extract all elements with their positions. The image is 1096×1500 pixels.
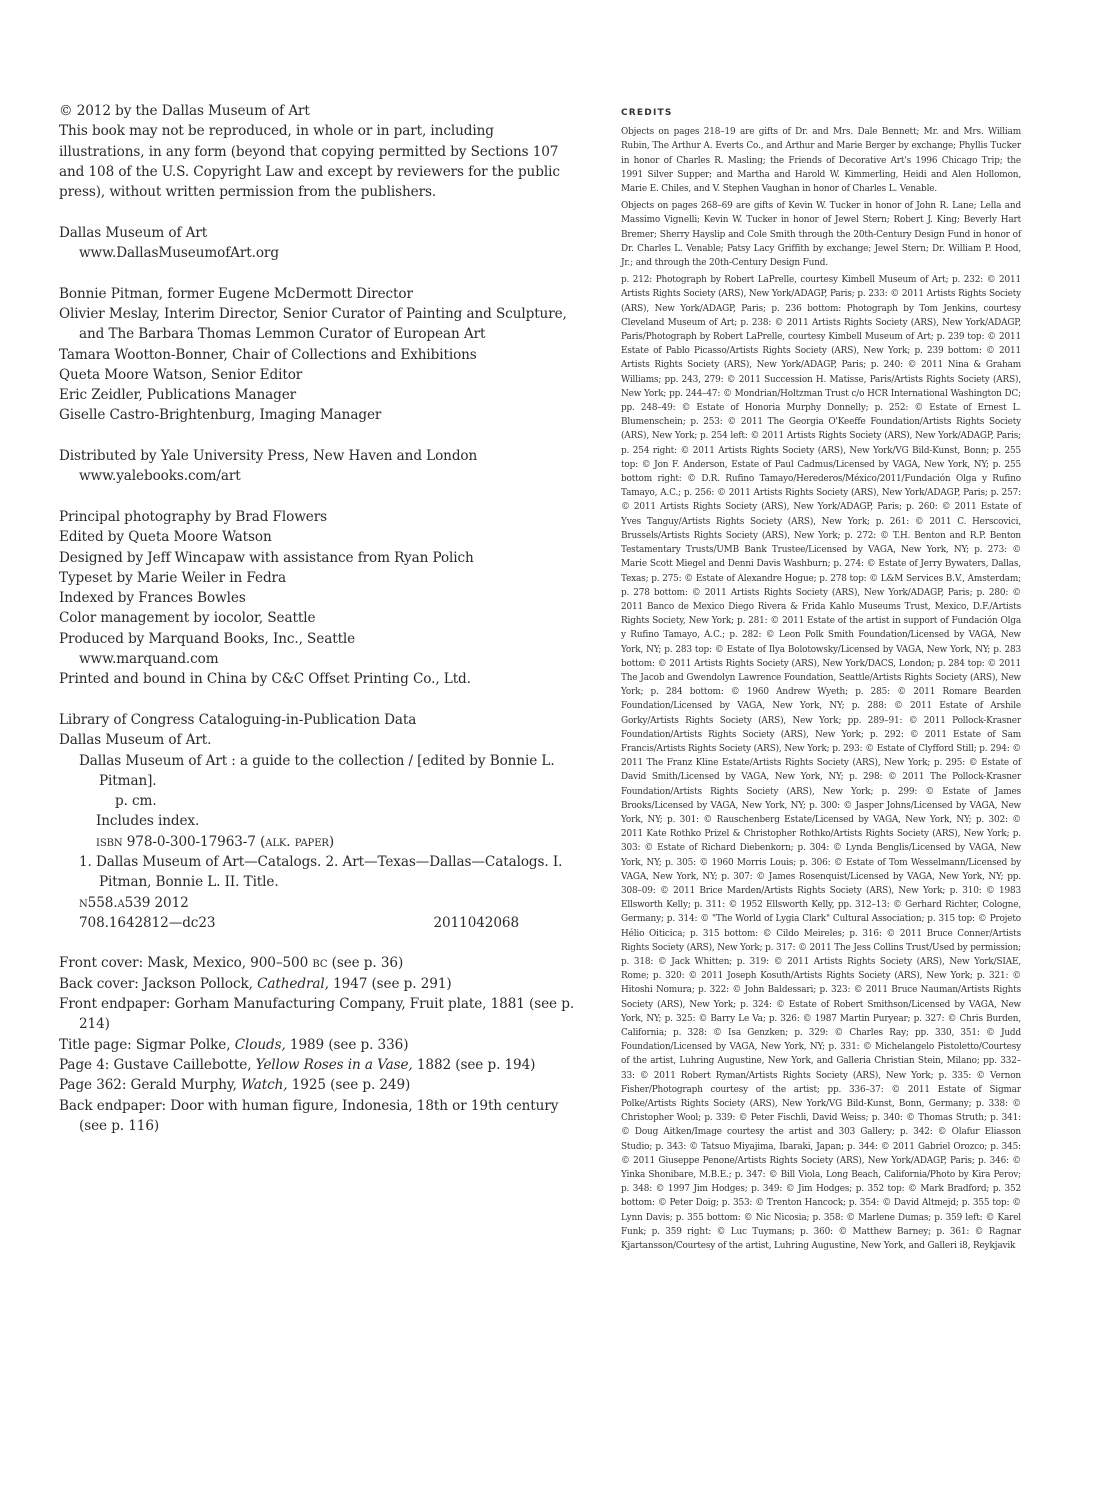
cip-pcm: p. cm. <box>115 793 157 810</box>
printer-line: Printed and bound in China by C&C Offset Printing Co., Ltd. <box>59 671 471 688</box>
cover-credit-line: Back endpaper: Door with human figure, Indonesia, 18th or 19th century (see p. 116) <box>59 1097 559 1134</box>
credits-heading: CREDITS <box>621 108 673 118</box>
production-line: Indexed by Frances Bowles <box>59 590 246 607</box>
credits-paragraph: Objects on pages 218–19 are gifts of Dr. and Mrs. Dale Bennett; Mr. and Mrs. William Rubin, The Arthur A. Everts Co., and Arthur and Marie Berger by exchange; Phyllis Tucker in honor of Charles R. Masling; the Friends of Decorative Art's 1996 Chicago Trip; the 1991 Silver Supper; and Martha and Harold W. Kimmerling, Heidi and Alen Hollomon, Marie E. Chiles, and V. Stephen Vaughan in honor of Charles L. Venable. <box>621 127 1021 195</box>
cover-credit-line: Page 362: Gerald Murphy, Watch, 1925 (see p. 249) <box>59 1077 411 1094</box>
museum-url: www.DallasMuseumofArt.org <box>79 245 279 262</box>
cip-dewey: 708.1642812—dc23 <box>79 914 216 931</box>
cover-credit-line: Back cover: Jackson Pollock, Cathedral, 1947 (see p. 291) <box>59 975 452 992</box>
production-line: Produced by Marquand Books, Inc., Seattle <box>59 630 356 647</box>
cip-subjects: 1. Dallas Museum of Art—Catalogs. 2. Art—Texas—Dallas—Catalogs. I. Pitman, Bonnie L. II. Title. <box>79 853 563 891</box>
museum-block <box>59 223 579 264</box>
colophon-column <box>59 101 579 1136</box>
copyright-line: © 2012 by the Dallas Museum of Art <box>59 103 310 119</box>
production-line: Edited by Queta Moore Watson <box>59 529 272 546</box>
production-line: Color management by iocolor, Seattle <box>59 610 316 627</box>
staff-line: Giselle Castro-Brightenburg, Imaging Manager <box>59 407 382 424</box>
production-block <box>59 507 579 690</box>
cover-credit-line: Page 4: Gustave Caillebotte, Yellow Roses in a Vase, 1882 (see p. 194) <box>59 1056 536 1073</box>
cip-call-number: n558.a539 2012 <box>79 894 189 911</box>
credits-paragraph: Objects on pages 268–69 are gifts of Kevin W. Tucker in honor of John R. Lane; Lella and Massimo Vignelli; Kevin W. Tucker in honor of Jewel Stern; Robert J. King; Beverly Hart Bremer; Sherry Hayslip and Cole Smith through the 20th-Century Design Fund in honor of Dr. Charles L. Venable; Patsy Lacy Griffith by exchange; Jewel Stern; Dr. William P. Hood, Jr.; and through the 20th-Century Design Fund. <box>621 201 1021 269</box>
cip-lccn: 2011042068 <box>433 914 519 931</box>
copyright-block <box>59 101 579 202</box>
cip-isbn: isbn 978-0-300-17963-7 (alk. paper) <box>96 833 335 850</box>
distributor-line: Distributed by Yale University Press, New Haven and London <box>59 448 478 465</box>
credits-paragraph: p. 212: Photograph by Robert LaPrelle, courtesy Kimbell Museum of Art; p. 232: © 2011 Artists Rights Society (ARS), New York/ADAGP, Paris; p. 233: © 2011 Artists Rights Society (ARS), New York/ADAGP, Paris; p. 236 bottom: Photograph by Tom Jenkins, courtesy Cleveland Museum of Art; p. 238: © 2011 Artists Rights Society (ARS), New York/ADAGP, Paris/Photograph by Robert LaPrelle, courtesy Kimbell Museum of Art; p. 239 top: © 2011 Estate of Pablo Picasso/Artists Rights Society (ARS), New York; p. 239 bottom: © 2011 Artists Rights Society (ARS), New York/ADAGP, Paris; p. 240: © 2011 Nina & Graham Williams; pp. 243, 279: © 2011 Succession H. Matisse, Paris/Artists Rights Society (ARS), New York; pp. 244–47: © Mondrian/Holtzman Trust c/o HCR International Washington DC; pp. 248–49: © Estate of Honoria Murphy Donnelly; p. 252: © Estate of Ernest L. Blumenschein; p. 253: © 2011 The Georgia O'Keeffe Foundation/Artists Rights Society (ARS), New York; p. 254 left: © 2011 Artists Rights Society (ARS), New York/ADAGP, Paris; p. 254 right: © 2011 Artists Rights Society (ARS), New York/VG Bild-Kunst, Bonn; p. 255 top: © Jon F. Anderson, Estate of Paul Cadmus/Licensed by VAGA, New York, NY; p. 255 bottom right: © D.R. Rufino Tamayo/Herederos/México/2011/Fundación Olga y Rufino Tamayo, A.C.; p. 256: © 2011 Artists Rights Society (ARS), New York/ADAGP, Paris; p. 257: © 2011 Artists Rights Society (ARS), New York/ADAGP, Paris; p. 260: © 2011 Estate of Yves Tanguy/Artists Rights Society (ARS), New York; p. 261: © 2011 C. Herscovici, Brussels/Artists Rights Society (ARS), New York; p. 272: © T.H. Benton and R.P. Benton Testamentary Trusts/UMB Bank Trustee/Licensed by VAGA, New York, NY; p. 273: © Marie Scott Miegel and Denni Davis Washburn; p. 274: © Estate of Jerry Bywaters, Dallas, Texas; p. 275: © Estate of Alexandre Hogue; p. 278 top: © L&M Services B.V., Amsterdam; p. 278 bottom: © 2011 Artists Rights Society (ARS), New York/ADAGP, Paris; p. 280: © 2011 Banco de Mexico Diego Rivera & Frida Kahlo Museums Trust, Mexico, D.F./Artists Rights Society, New York; p. 281: © 2011 Estate of the artist in support of Fundación Olga y Rufino Tamayo, A.C.; p. 282: © Leon Polk Smith Foundation/Licensed by VAGA, New York, NY; p. 283 top: © Estate of Ilya Bolotowsky/Licensed by VAGA, New York, NY; p. 283 bottom: © 2011 Artists Rights Society (ARS), New York/DACS, London; p. 284 top: © 2011 The Jacob and Gwendolyn Lawrence Foundation, Seattle/Artists Rights Society (ARS), New York; p. 284 bottom: © 1960 Andrew Wyeth; p. 285: © 2011 Romare Bearden Foundation/Licensed by VAGA, New York, NY; p. 288: © 2011 Estate of Arshile Gorky/Artists Rights Society (ARS), New York; pp. 289–91: © 2011 Pollock-Krasner Foundation/Artists Rights Society (ARS), New York; p. 292: © 2011 Estate of Sam Francis/Artists Rights Society (ARS), New York; p. 293: © Estate of Clyfford Still; p. 294: © 2011 The Franz Kline Estate/Artists Rights Society (ARS), New York; p. 295: © Estate of David Smith/Licensed by VAGA, New York, NY; p. 298: © 2011 The Pollock-Krasner Foundation/Artists Rights Society (ARS), New York; p. 299: © Estate of James Brooks/Licensed by VAGA, New York, NY; p. 300: © Jasper Johns/Licensed by VAGA, New York, NY; p. 301: © Rauschenberg Estate/Licensed by VAGA, New York, NY; p. 302: © 2011 Kate Rothko Prizel & Christopher Rothko/Artists Rights Society (ARS), New York; p. 303: © Estate of Richard Diebenkorn; p. 304: © Lynda Benglis/Licensed by VAGA, New York, NY; p. 305: © 1960 Morris Louis; p. 306: © Estate of Tom Wesselmann/Licensed by VAGA, New York, NY; p. 307: © James Rosenquist/Licensed by VAGA, New York, NY; pp. 308–09: © 2011 Brice Marden/Artists Rights Society (ARS), New York; p. 310: © 1983 Ellsworth Kelly; p. 311: © 1952 Ellsworth Kelly, pp. 312–13: © Gerhard Richter, Cologne, Germany; p. 314: © "The World of Lygia Clark" Cultural Association; p. 315 top: © Projeto Hélio Oiticica; p. 315 bottom: © Cildo Meireles; p. 316: © 2011 Bruce Conner/Artists Rights Society (ARS), New York; p. 317: © 2011 The Jess Collins Trust/Used by permission; p. 318: © Jack Whitten; p. 319: © 2011 Artists Rights Society (ARS), New York/SIAE, Rome; p. 320: © 2011 Joseph Kosuth/Artists Rights Society (ARS), New York; p. 321: © Hitoshi Nomura; p. 322: © John Baldessari; p. 323: © 2011 Bruce Nauman/Artists Rights Society (ARS), New York; p. 324: © Estate of Robert Smithson/Licensed by VAGA, New York, NY; p. 325: © Barry Le Va; p. 326: © 1987 Martin Puryear; p. 327: © Chris Burden, California; p. 328: © Isa Genzken; p. 329: © Charles Ray; pp. 330, 351: © Judd Foundation/Licensed by VAGA, New York, NY; p. 331: © Michelangelo Pistoletto/Courtesy of the artist, Luhring Augustine, New York, and Galleria Christian Stein, Milano; pp. 332–33: © 2011 Robert Ryman/Artists Rights Society (ARS), New York; p. 335: © Vernon Fisher/Photograph courtesy of the artist; pp. 336–37: © 2011 Estate of Sigmar Polke/Artists Rights Society (ARS), New York/VG Bild-Kunst, Bonn, Germany; p. 338: © Christopher Wool; p. 339: © Peter Fischli, David Weiss; p. 340: © Thomas Struth; p. 341: © Doug Aitken/Image courtesy the artist and 303 Gallery; p. 342: © Olafur Eliasson Studio; p. 343: © Tatsuo Miyajima, Ibaraki, Japan; p. 344: © 2011 Gabriel Orozco; p. 345: © 2011 Giuseppe Penone/Artists Rights Society (ARS), New York/ADAGP, Paris; p. 346: © Yinka Shonibare, M.B.E.; p. 347: © Bill Viola, Long Beach, California/Photo by Kira Perov; p. 348: © 1997 Jim Hodges; p. 349: © Jim Hodges; p. 352 top: © Mark Bradford; p. 352 bottom: © Peter Doig; p. 353: © Trenton Hancock; p. 354: © David Altmejd; p. 355 top: © Lynn Davis; p. 355 bottom: © Nic Nicosia; p. 358: © Marlene Dumas; p. 359 left: © Karel Funk; p. 359 right: © Luc Tuymans; p. 360: © Matthew Barney; p. 361: © Ragnar Kjartansson/Courtesy of the artist, Luhring Augustine, New York, and Galleri i8, Reykjavik <box>621 275 1021 1252</box>
staff-line: Eric Zeidler, Publications Manager <box>59 387 297 404</box>
production-line: Designed by Jeff Wincapaw with assistance from Ryan Polich <box>59 549 474 566</box>
cip-title: Dallas Museum of Art : a guide to the collection / [edited by Bonnie L. Pitman]. <box>79 752 555 789</box>
production-line: Principal photography by Brad Flowers <box>59 508 327 525</box>
cip-index: Includes index. <box>96 813 200 830</box>
cover-credits-block <box>59 953 579 1136</box>
distributor-url: www.yalebooks.com/art <box>79 468 241 485</box>
staff-line: Olivier Meslay, Interim Director, Senior Curator of Painting and Sculpture, and The Barbara Thomas Lemmon Curator of European Art <box>59 305 567 343</box>
rights-statement: This book may not be reproduced, in whole or in part, including illustrations, in any form (beyond that copying permitted by Sections 107 and 108 of the U.S. Copyright Law and except by reviewers for the public press), without written permission from the publishers. <box>59 123 560 201</box>
cip-dewey-row <box>59 913 519 933</box>
distribution-block <box>59 446 579 487</box>
production-line: Typeset by Marie Weiler in Fedra <box>59 569 286 586</box>
cip-author: Dallas Museum of Art. <box>59 732 212 749</box>
staff-block <box>59 284 579 426</box>
cover-credit-line: Front cover: Mask, Mexico, 900–500 bc (see p. 36) <box>59 955 404 972</box>
cover-credit-line: Title page: Sigmar Polke, Clouds, 1989 (see p. 336) <box>59 1036 409 1053</box>
museum-name: Dallas Museum of Art <box>59 224 208 241</box>
staff-line: Queta Moore Watson, Senior Editor <box>59 366 303 383</box>
cip-heading: Library of Congress Cataloguing-in-Publication Data <box>59 711 417 728</box>
cip-block <box>59 710 579 933</box>
credits-column <box>621 106 1021 1256</box>
marquand-url: www.marquand.com <box>79 651 219 668</box>
staff-line: Tamara Wootton-Bonner, Chair of Collections and Exhibitions <box>59 346 477 363</box>
cover-credit-line: Front endpaper: Gorham Manufacturing Company, Fruit plate, 1881 (see p. 214) <box>59 996 575 1033</box>
staff-line: Bonnie Pitman, former Eugene McDermott Director <box>59 285 413 302</box>
